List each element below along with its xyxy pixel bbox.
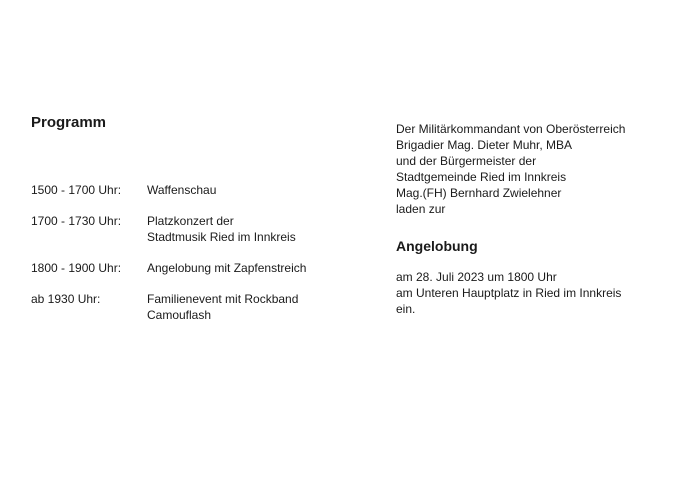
invitation-line: Der Militärkommandant von Oberösterreich <box>396 122 626 136</box>
invitation-line: und der Bürgermeister der <box>396 154 537 168</box>
event-detail-line: am 28. Juli 2023 um 1800 Uhr <box>396 270 557 284</box>
schedule-item <box>31 213 361 245</box>
invitation-hosts <box>396 121 686 217</box>
schedule-time: ab 1930 Uhr: <box>31 292 101 306</box>
schedule-time: 1800 - 1900 Uhr: <box>31 261 122 275</box>
schedule-event-line: Platzkonzert der <box>147 214 234 228</box>
schedule-event <box>147 291 361 323</box>
invitation-line: Mag.(FH) Bernhard Zwielehner <box>396 186 562 200</box>
event-details <box>396 269 686 317</box>
program-heading: Programm <box>31 114 107 131</box>
schedule-item <box>31 291 361 323</box>
schedule-item <box>31 182 361 198</box>
event-title: Angelobung <box>396 238 478 254</box>
schedule-event <box>147 213 361 245</box>
schedule-event-line: Stadtmusik Ried im Innkreis <box>147 230 296 244</box>
schedule-event-line: Angelobung mit Zapfenstreich <box>147 261 307 275</box>
schedule-list <box>31 182 361 323</box>
schedule-event-line: Familienevent mit Rockband <box>147 292 299 306</box>
schedule-time: 1700 - 1730 Uhr: <box>31 214 122 228</box>
schedule-item <box>31 260 361 276</box>
schedule-event-line: Waffenschau <box>147 183 217 197</box>
invitation-line: laden zur <box>396 202 446 216</box>
schedule-event-line: Camouflash <box>147 308 212 322</box>
schedule-event <box>147 260 361 276</box>
schedule-time: 1500 - 1700 Uhr: <box>31 183 122 197</box>
schedule-event <box>147 182 361 198</box>
invitation-line: Stadtgemeinde Ried im Innkreis <box>396 170 567 184</box>
program-section <box>31 113 361 338</box>
invitation-line: Brigadier Mag. Dieter Muhr, MBA <box>396 138 573 152</box>
invitation-section <box>396 121 686 317</box>
event-detail-line: am Unteren Hauptplatz in Ried im Innkreis <box>396 286 622 300</box>
event-detail-line: ein. <box>396 302 416 316</box>
